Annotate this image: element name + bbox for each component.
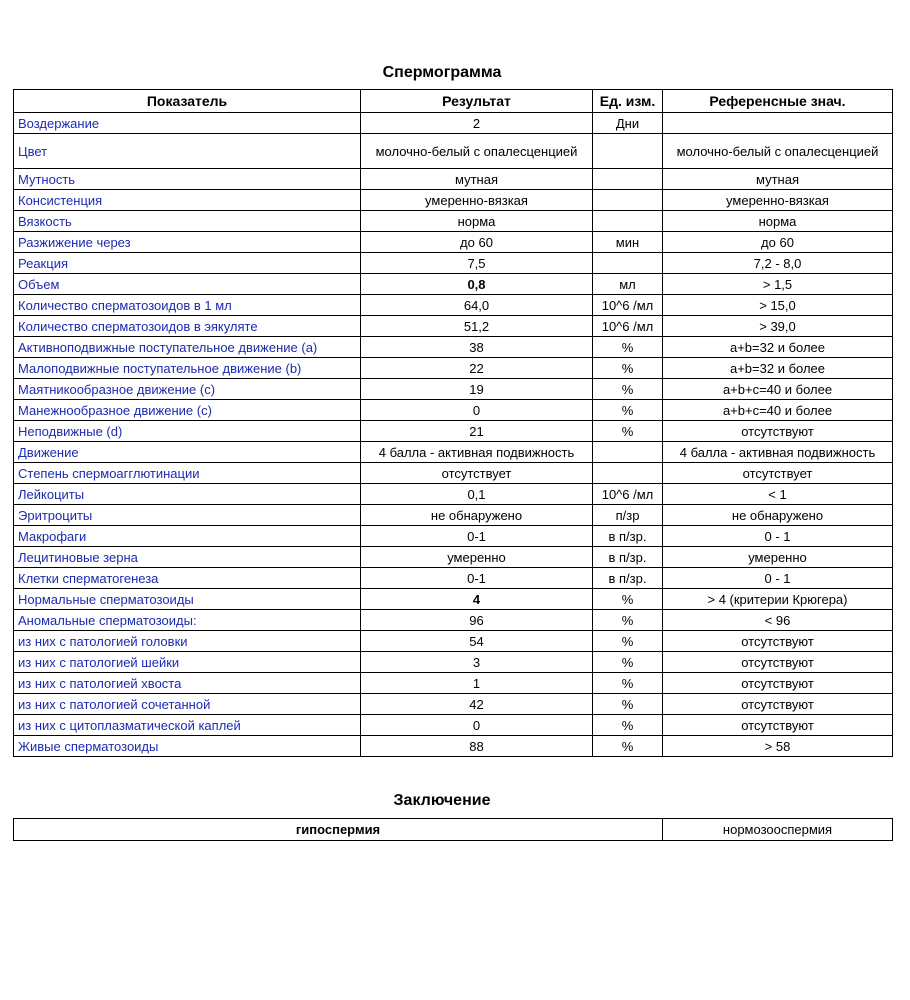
- unit-cell: в п/зр.: [593, 568, 663, 589]
- unit-cell: %: [593, 358, 663, 379]
- table-row: [14, 673, 893, 694]
- parameter-name-cell: Разжижение через: [14, 232, 361, 253]
- reference-cell: отсутствуют: [663, 631, 893, 652]
- unit-cell: [593, 253, 663, 274]
- unit-cell: в п/зр.: [593, 547, 663, 568]
- parameter-name-cell: Неподвижные (d): [14, 421, 361, 442]
- reference-cell: > 4 (критерии Крюгера): [663, 589, 893, 610]
- parameter-name-cell: Нормальные сперматозоиды: [14, 589, 361, 610]
- unit-cell: п/зр: [593, 505, 663, 526]
- table-row: [14, 568, 893, 589]
- parameter-name-cell: из них с патологией хвоста: [14, 673, 361, 694]
- parameter-name-cell: Мутность: [14, 169, 361, 190]
- reference-cell: < 96: [663, 610, 893, 631]
- reference-cell: 0 - 1: [663, 526, 893, 547]
- parameter-name-cell: Воздержание: [14, 113, 361, 134]
- parameter-name-cell: Маятникообразное движение (c): [14, 379, 361, 400]
- reference-cell: отсутствует: [663, 463, 893, 484]
- result-cell: 2: [361, 113, 593, 134]
- reference-cell: > 1,5: [663, 274, 893, 295]
- unit-cell: %: [593, 673, 663, 694]
- parameter-name-cell: из них с патологией шейки: [14, 652, 361, 673]
- unit-cell: %: [593, 421, 663, 442]
- table-row: [14, 253, 893, 274]
- result-cell: 22: [361, 358, 593, 379]
- parameter-name-cell: Аномальные сперматозоиды:: [14, 610, 361, 631]
- table-row: [14, 169, 893, 190]
- result-cell: 0-1: [361, 568, 593, 589]
- result-cell: 0,1: [361, 484, 593, 505]
- result-cell: 0: [361, 400, 593, 421]
- table-row: [14, 134, 893, 169]
- reference-cell: норма: [663, 211, 893, 232]
- table-row: [14, 379, 893, 400]
- result-cell: 0-1: [361, 526, 593, 547]
- unit-cell: %: [593, 631, 663, 652]
- reference-cell: > 15,0: [663, 295, 893, 316]
- page-title: Спермограмма: [382, 64, 502, 81]
- parameter-name-cell: Вязкость: [14, 211, 361, 232]
- reference-cell: отсутствуют: [663, 715, 893, 736]
- reference-cell: молочно-белый с опалесценцией: [663, 134, 893, 169]
- reference-cell: до 60: [663, 232, 893, 253]
- reference-cell: отсутствуют: [663, 421, 893, 442]
- parameter-name-cell: из них с патологией сочетанной: [14, 694, 361, 715]
- reference-cell: умеренно: [663, 547, 893, 568]
- reference-cell: > 58: [663, 736, 893, 757]
- parameter-name-cell: Активноподвижные поступательное движение (a): [14, 337, 361, 358]
- parameter-name-cell: Реакция: [14, 253, 361, 274]
- result-cell: 0,8: [361, 274, 593, 295]
- result-cell: умеренно: [361, 547, 593, 568]
- parameter-name-cell: Эритроциты: [14, 505, 361, 526]
- table-row: [14, 736, 893, 757]
- table-row: [14, 589, 893, 610]
- result-cell: 96: [361, 610, 593, 631]
- conclusion-diagnosis: гипоспермия: [14, 819, 663, 841]
- result-cell: 3: [361, 652, 593, 673]
- reference-cell: > 39,0: [663, 316, 893, 337]
- table-row: [14, 547, 893, 568]
- unit-cell: %: [593, 652, 663, 673]
- conclusion-norm: нормозооспермия: [663, 819, 893, 841]
- unit-cell: %: [593, 736, 663, 757]
- result-cell: 64,0: [361, 295, 593, 316]
- unit-cell: %: [593, 337, 663, 358]
- result-cell: 4 балла - активная подвижность: [361, 442, 593, 463]
- result-cell: 0: [361, 715, 593, 736]
- reference-cell: мутная: [663, 169, 893, 190]
- result-cell: мутная: [361, 169, 593, 190]
- unit-cell: %: [593, 694, 663, 715]
- unit-cell: мин: [593, 232, 663, 253]
- reference-cell: не обнаружено: [663, 505, 893, 526]
- header-parameter: Показатель: [14, 90, 361, 113]
- results-body: [14, 113, 893, 757]
- unit-cell: %: [593, 610, 663, 631]
- unit-cell: [593, 211, 663, 232]
- unit-cell: мл: [593, 274, 663, 295]
- result-cell: 54: [361, 631, 593, 652]
- header-reference: Референсные знач.: [663, 90, 893, 113]
- header-result: Результат: [361, 90, 593, 113]
- reference-cell: a+b+c=40 и более: [663, 379, 893, 400]
- table-row: [14, 316, 893, 337]
- reference-cell: отсутствуют: [663, 694, 893, 715]
- parameter-name-cell: Количество сперматозоидов в 1 мл: [14, 295, 361, 316]
- result-cell: 21: [361, 421, 593, 442]
- table-row: [14, 358, 893, 379]
- parameter-name-cell: из них с цитоплазматической каплей: [14, 715, 361, 736]
- table-row: [14, 232, 893, 253]
- table-row: [14, 610, 893, 631]
- unit-cell: [593, 463, 663, 484]
- reference-cell: 7,2 - 8,0: [663, 253, 893, 274]
- parameter-name-cell: Движение: [14, 442, 361, 463]
- table-row: [14, 113, 893, 134]
- reference-cell: < 1: [663, 484, 893, 505]
- table-row: [14, 694, 893, 715]
- unit-cell: %: [593, 715, 663, 736]
- unit-cell: [593, 169, 663, 190]
- table-row: [14, 526, 893, 547]
- parameter-name-cell: Клетки сперматогенеза: [14, 568, 361, 589]
- table-row: [14, 715, 893, 736]
- result-cell: 38: [361, 337, 593, 358]
- reference-cell: a+b+c=40 и более: [663, 400, 893, 421]
- reference-cell: 4 балла - активная подвижность: [663, 442, 893, 463]
- result-cell: отсутствует: [361, 463, 593, 484]
- unit-cell: [593, 442, 663, 463]
- result-cell: до 60: [361, 232, 593, 253]
- table-row: [14, 421, 893, 442]
- table-row: [14, 505, 893, 526]
- result-cell: 4: [361, 589, 593, 610]
- result-cell: не обнаружено: [361, 505, 593, 526]
- reference-cell: умеренно-вязкая: [663, 190, 893, 211]
- unit-cell: %: [593, 589, 663, 610]
- unit-cell: %: [593, 400, 663, 421]
- table-row: [14, 211, 893, 232]
- parameter-name-cell: Лейкоциты: [14, 484, 361, 505]
- parameter-name-cell: Манежнообразное движение (c): [14, 400, 361, 421]
- parameter-name-cell: Малоподвижные поступательное движение (b): [14, 358, 361, 379]
- result-cell: молочно-белый с опалесценцией: [361, 134, 593, 169]
- parameter-name-cell: Живые сперматозоиды: [14, 736, 361, 757]
- table-row: [14, 484, 893, 505]
- table-row: [14, 652, 893, 673]
- conclusion-title: Заключение: [393, 792, 491, 809]
- unit-cell: %: [593, 379, 663, 400]
- unit-cell: в п/зр.: [593, 526, 663, 547]
- unit-cell: 10^6 /мл: [593, 295, 663, 316]
- parameter-name-cell: Макрофаги: [14, 526, 361, 547]
- conclusion-row: [14, 819, 893, 841]
- result-cell: 51,2: [361, 316, 593, 337]
- reference-cell: a+b=32 и более: [663, 358, 893, 379]
- table-row: [14, 400, 893, 421]
- reference-cell: отсутствуют: [663, 652, 893, 673]
- parameter-name-cell: Количество сперматозоидов в эякуляте: [14, 316, 361, 337]
- reference-cell: [663, 113, 893, 134]
- table-row: [14, 190, 893, 211]
- parameter-name-cell: Степень спермоагглютинации: [14, 463, 361, 484]
- table-row: [14, 295, 893, 316]
- parameter-name-cell: Консистенция: [14, 190, 361, 211]
- parameter-name-cell: Объем: [14, 274, 361, 295]
- result-cell: 19: [361, 379, 593, 400]
- unit-cell: 10^6 /мл: [593, 316, 663, 337]
- parameter-name-cell: из них с патологией головки: [14, 631, 361, 652]
- conclusion-table: [13, 818, 893, 841]
- result-cell: умеренно-вязкая: [361, 190, 593, 211]
- unit-cell: [593, 134, 663, 169]
- reference-cell: 0 - 1: [663, 568, 893, 589]
- header-unit: Ед. изм.: [593, 90, 663, 113]
- parameter-name-cell: Лецитиновые зерна: [14, 547, 361, 568]
- result-cell: норма: [361, 211, 593, 232]
- table-row: [14, 631, 893, 652]
- results-table: [13, 89, 893, 757]
- table-row: [14, 337, 893, 358]
- result-cell: 88: [361, 736, 593, 757]
- table-row: [14, 442, 893, 463]
- parameter-name-cell: Цвет: [14, 134, 361, 169]
- unit-cell: Дни: [593, 113, 663, 134]
- table-header-row: [14, 90, 893, 113]
- unit-cell: 10^6 /мл: [593, 484, 663, 505]
- result-cell: 1: [361, 673, 593, 694]
- reference-cell: a+b=32 и более: [663, 337, 893, 358]
- result-cell: 7,5: [361, 253, 593, 274]
- table-row: [14, 463, 893, 484]
- reference-cell: отсутствуют: [663, 673, 893, 694]
- table-row: [14, 274, 893, 295]
- unit-cell: [593, 190, 663, 211]
- result-cell: 42: [361, 694, 593, 715]
